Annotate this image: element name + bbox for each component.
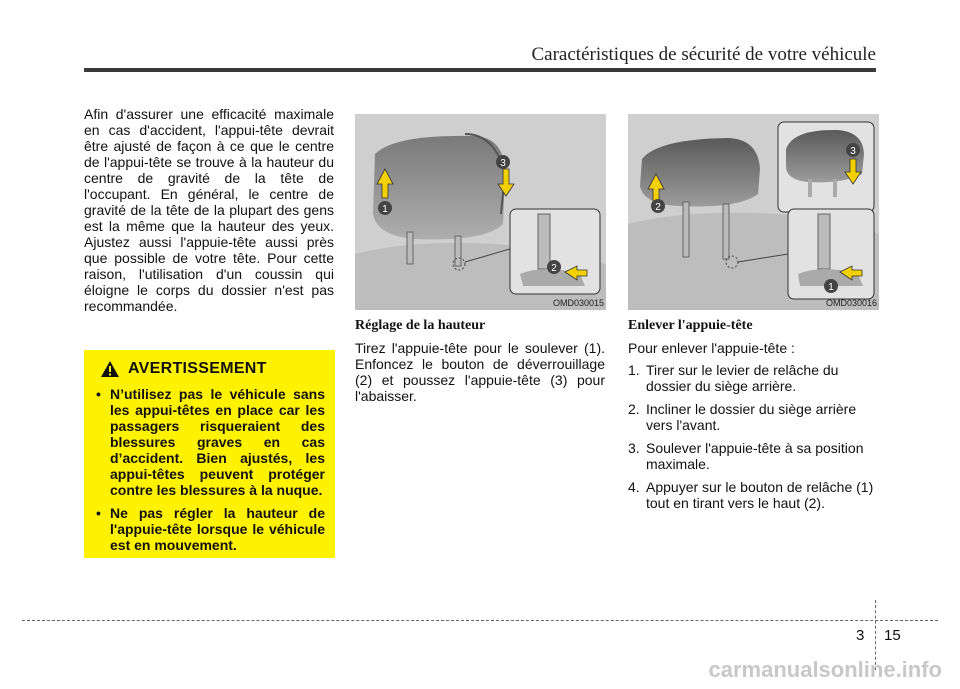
callout-2 [651,199,665,213]
warning-header [100,360,325,378]
watermark: carmanualsonline.info [708,657,942,682]
removal-steps [628,362,878,511]
chapter-number: 3 [856,627,865,644]
removal-column [628,318,878,518]
svg-text:1: 1 [828,282,834,293]
warning-item: • N’utilisez pas le véhicule sans les appui-têtes en place car les passagers risqueraient des blessures graves en cas d’accident. Bien ajustés, les appui-têtes peuvent protéger contre les blessures à la nuque. [96,386,325,498]
section-intro: Pour enlever l'appuie-tête : [628,340,795,356]
intro-paragraph: Afin d'assurer une efficacité maximale en cas d'accident, l'appui-tête devrait être ajusté de façon à ce que le centre de l'appui-tête se trouve à la hauteur du centre de gravité de la tête de l'occupant. En général, le centre de gravité de la tête de la plupart des gens est la même que la hauteur des yeux. Ajustez aussi l'appuie-tête aussi près que possible de votre tête. Pour cette raison, l'utilisation d'un coussin qui éloigne le corps du dossier n'est pas recommandée. [84,106,334,314]
section-paragraph: Tirez l'appuie-tête pour le soulever (1). Enfoncez le bouton de déverrouillage (2) et poussez l'appuie-tête (3) pour l'abaisser. [355,340,605,404]
list-item: 1. Tirer sur le levier de relâche du dossier du siège arrière. [628,362,839,394]
callout-3 [846,143,860,157]
warning-title: AVERTISSEMENT [128,360,267,377]
svg-text:3: 3 [850,146,856,157]
intro-column [84,106,334,314]
svg-text:2: 2 [655,202,661,213]
figure-caption: OMD030016 [825,298,877,308]
figure-height-adjustment [355,114,606,310]
callout-2 [547,260,561,274]
headrest-removal-illustration [628,114,879,310]
warning-item: • Ne pas régler la hauteur de l'appuie-tête lorsque le véhicule est en mouvement. [96,505,325,553]
height-adjust-column [355,318,605,404]
section-heading: Enlever l'appuie-tête [628,318,753,333]
header-rule [84,68,876,72]
warning-triangle-icon [100,360,120,378]
callout-1 [824,279,838,293]
figure-headrest-removal [628,114,879,310]
footer-rule [22,620,938,621]
section-heading: Réglage de la hauteur [355,318,486,333]
page-header-title: Caractéristiques de sécurité de votre véhicule [531,44,876,65]
warning-box [84,350,335,558]
warning-list [94,386,325,553]
headrest-adjust-illustration [355,114,606,310]
callout-3 [496,155,510,169]
svg-text:2: 2 [551,263,557,274]
page-number: 15 [884,627,901,644]
callout-1 [378,201,392,215]
list-item: 3. Soulever l'appuie-tête à sa position maximale. [628,440,864,472]
list-item: 2. Incliner le dossier du siège arrière vers l'avant. [628,401,857,433]
figure-caption: OMD030015 [552,298,604,308]
svg-text:1: 1 [382,204,388,215]
svg-text:3: 3 [500,158,506,169]
list-item: 4. Appuyer sur le bouton de relâche (1) tout en tirant vers le haut (2). [628,479,874,511]
